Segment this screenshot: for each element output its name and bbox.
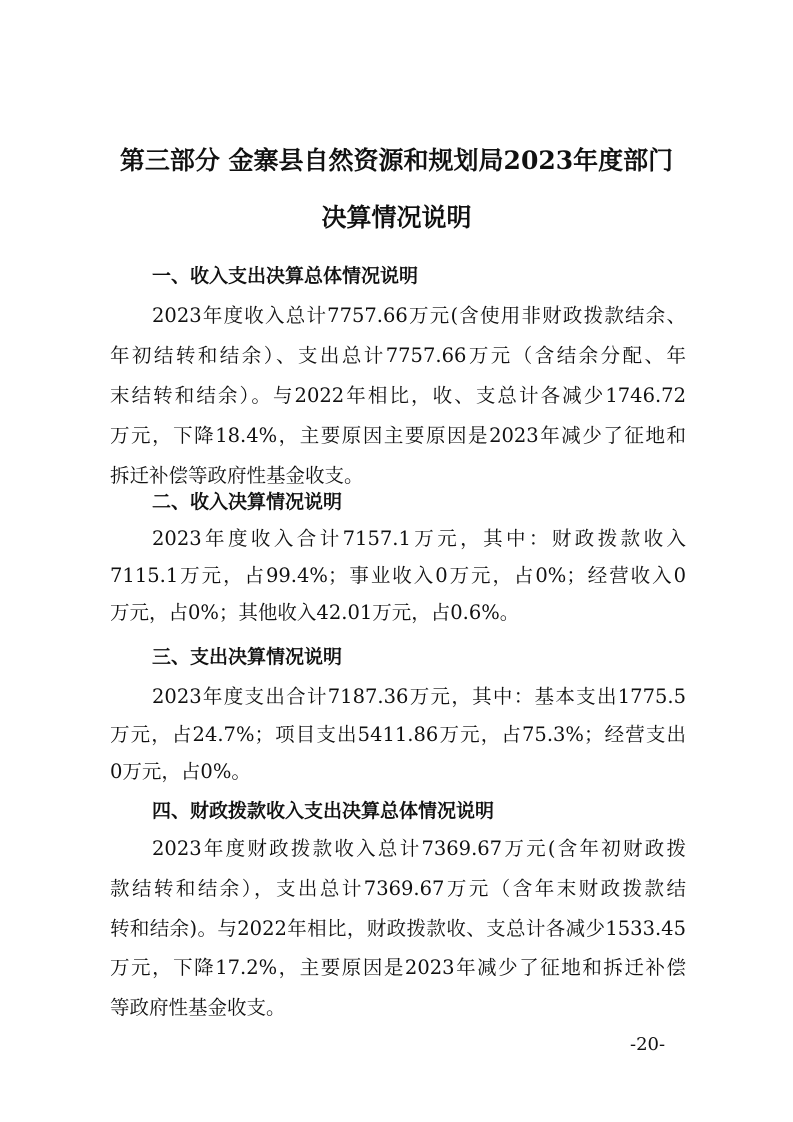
section-1-line-2: 年初结转和结余）、支出总计7757.66万元（含结余分配、年 [110, 344, 686, 367]
section-4-line-1: 2023年度财政拨款收入总计7369.67万元(含年初财政拨 [152, 837, 686, 860]
section-2-line-2: 7115.1万元，占99.4%；事业收入0万元，占0%；经营收入0 [110, 564, 686, 587]
section-1-line-1: 2023年度收入总计7757.66万元(含使用非财政拨款结余、 [152, 304, 686, 327]
section-4-line-4: 万元，下降17.2%，主要原因是2023年减少了征地和拆迁补偿 [110, 956, 686, 979]
section-1-line-3: 末结转和结余）。与2022年相比，收、支总计各减少1746.72 [110, 384, 686, 407]
section-3-line-2: 万元，占24.7%；项目支出5411.86万元，占75.3%；经营支出 [110, 723, 686, 746]
section-2-line-3: 万元，占0%；其他收入42.01万元，占0.6%。 [110, 601, 520, 624]
section-4-heading: 四、财政拨款收入支出决算总体情况说明 [152, 800, 495, 822]
section-3-heading: 三、支出决算情况说明 [152, 646, 343, 668]
document-title-line-2: 决算情况说明 [321, 203, 472, 232]
section-2-heading: 二、收入决算情况说明 [152, 491, 343, 513]
section-4-line-5: 等政府性基金收支。 [110, 996, 286, 1019]
section-1-line-5: 拆迁补偿等政府性基金收支。 [110, 464, 364, 487]
section-1-heading: 一、收入支出决算总体情况说明 [152, 265, 419, 287]
document-title-line-1: 第三部分 金寨县自然资源和规划局2023年度部门 [119, 146, 674, 175]
section-1-line-4: 万元，下降18.4%，主要原因主要原因是2023年减少了征地和 [110, 424, 686, 447]
section-4-line-2: 款结转和结余），支出总计7369.67万元（含年末财政拨款结 [110, 877, 686, 900]
section-4-line-3: 转和结余)。与2022年相比，财政拨款收、支总计各减少1533.45 [110, 917, 686, 940]
page-number: -20- [630, 1034, 666, 1055]
section-3-line-1: 2023年度支出合计7187.36万元，其中：基本支出1775.5 [152, 685, 686, 708]
section-3-line-3: 0万元，占0%。 [110, 760, 251, 783]
section-2-line-1: 2023年度收入合计7157.1万元，其中：财政拨款收入 [152, 527, 686, 550]
